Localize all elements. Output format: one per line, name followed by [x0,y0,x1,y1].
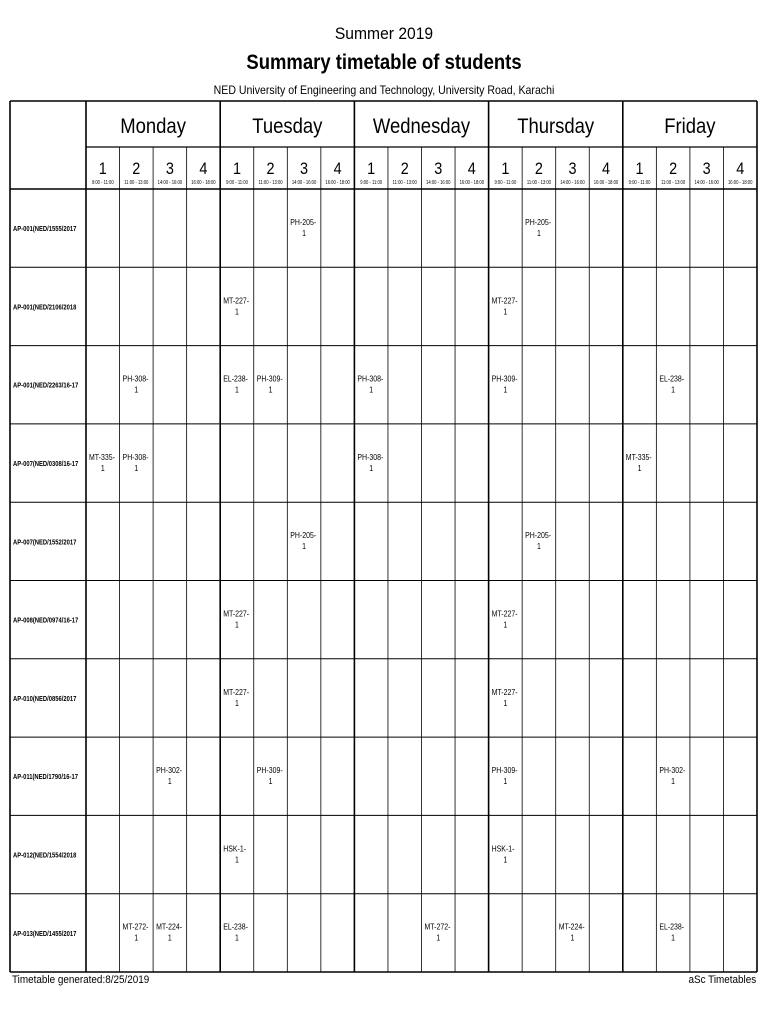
student-id: AP-010(NED/0856/2017 [12,695,77,704]
class-section: 1 [536,541,541,552]
class-code: PH-309- [491,765,518,776]
class-section: 1 [570,933,575,943]
student-id: AP-001(NED/2106/2018 [12,303,77,312]
class-code: MT-224- [156,922,183,932]
class-section: 1 [369,463,374,474]
period-time: 9:00 - 11:00 [494,179,517,186]
class-code: MT-224- [558,922,585,932]
period-number: 1 [367,159,376,179]
class-code: PH-309- [491,373,518,384]
class-section: 1 [637,463,642,474]
student-id: AP-007(NED/1552/2017 [12,538,77,547]
period-number: 3 [702,159,711,179]
class-code: MT-272- [122,922,149,932]
period-number: 2 [132,159,141,179]
class-section: 1 [235,933,239,943]
class-code: MT-227- [223,295,250,306]
class-code: PH-302- [156,765,183,776]
class-code: PH-308- [122,452,149,463]
period-number: 1 [98,159,107,179]
period-time: 11:00 - 13:00 [124,179,149,186]
period-time: 16:00 - 18:00 [191,179,216,186]
day-label: Wednesday [372,114,471,139]
class-section: 1 [235,619,239,630]
class-section: 1 [235,384,239,395]
class-section: 1 [436,933,441,943]
period-time: 14:00 - 16:00 [157,179,183,186]
period-number: 4 [736,159,745,179]
class-code: PH-308- [122,373,149,384]
class-section: 1 [302,541,307,552]
period-number: 1 [232,159,241,179]
class-section: 1 [235,306,239,317]
period-time: 14:00 - 16:00 [291,179,317,186]
student-id: AP-011(NED/1790/16-17 [12,773,78,782]
class-code: MT-227- [491,608,518,619]
period-number: 3 [434,159,443,179]
class-code: MT-227- [491,687,518,697]
class-code: EL-238- [659,373,685,384]
period-number: 2 [669,159,678,179]
class-code: MT-335- [625,452,652,463]
period-time: 9:00 - 11:00 [628,179,651,186]
period-time: 11:00 - 13:00 [526,179,551,186]
class-code: EL-238- [659,922,685,932]
class-code: HSK-1- [491,843,515,854]
class-section: 1 [268,776,273,787]
student-id: AP-001(NED/1555/2017 [12,225,77,234]
class-section: 1 [134,384,139,395]
period-time: 16:00 - 18:00 [593,179,619,186]
class-code: PH-308- [357,452,384,463]
period-number: 1 [635,159,644,179]
period-time: 16:00 - 18:00 [459,179,485,186]
period-number: 4 [199,159,208,179]
period-number: 2 [534,159,543,179]
class-code: EL-238- [223,922,248,932]
period-time: 14:00 - 16:00 [694,179,719,186]
class-section: 1 [536,228,541,239]
timetable-title: Summary timetable of students [246,51,522,74]
class-code: MT-272- [424,922,451,932]
period-number: 3 [300,159,309,179]
class-section: 1 [671,384,676,395]
class-code: HSK-1- [223,843,247,854]
timetable-season: Summer 2019 [334,24,434,43]
class-section: 1 [503,776,508,787]
class-section: 1 [100,463,105,474]
class-code: PH-309- [256,765,283,776]
period-number: 4 [467,159,476,179]
class-section: 1 [167,933,172,943]
period-time: 9:00 - 11:00 [226,179,248,186]
period-time: 14:00 - 16:00 [560,179,585,186]
class-code: PH-205- [525,217,552,228]
class-code: PH-205- [290,530,317,541]
period-time: 16:00 - 18:00 [325,179,350,186]
class-code: MT-227- [223,608,250,619]
class-section: 1 [302,228,307,239]
class-code: PH-205- [525,530,552,541]
student-id: AP-008(NED/0974/16-17 [12,617,79,625]
period-time: 11:00 - 13:00 [392,179,417,186]
class-section: 1 [268,384,273,395]
day-label: Tuesday [252,114,323,139]
class-code: MT-227- [491,295,518,306]
class-section: 1 [671,776,676,787]
period-time: 16:00 - 18:00 [728,179,753,186]
software-brand: aSc Timetables [688,974,756,986]
generated-date: Timetable generated:8/25/2019 [12,974,150,986]
student-id: AP-001(NED/2263/16-17 [12,382,79,390]
period-number: 4 [333,159,342,179]
class-code: PH-308- [357,373,384,384]
class-code: PH-302- [659,765,686,776]
class-section: 1 [134,933,139,943]
period-time: 11:00 - 13:00 [661,179,686,186]
day-label: Monday [120,114,186,139]
class-section: 1 [235,854,239,865]
class-code: PH-309- [256,373,283,384]
period-number: 3 [568,159,577,179]
period-time: 9:00 - 11:00 [91,179,114,186]
period-time: 11:00 - 13:00 [258,179,283,186]
class-code: MT-227- [223,687,250,697]
period-number: 2 [266,159,275,179]
student-id: AP-007(NED/0308/16-17 [12,460,79,469]
period-number: 4 [602,159,611,179]
day-label: Friday [664,114,716,139]
student-id: AP-013(NED/1455/2017 [12,930,77,939]
class-section: 1 [671,933,676,943]
class-section: 1 [503,306,508,317]
period-time: 9:00 - 11:00 [360,179,383,186]
class-section: 1 [167,776,172,787]
class-section: 1 [134,463,139,474]
period-time: 14:00 - 16:00 [426,179,451,186]
class-section: 1 [503,619,508,630]
class-section: 1 [369,384,374,395]
class-code: EL-238- [223,373,248,384]
period-number: 3 [165,159,174,179]
day-label: Thursday [517,114,595,139]
class-section: 1 [503,854,508,865]
class-section: 1 [235,698,239,708]
period-number: 1 [501,159,510,179]
class-code: PH-205- [290,217,317,228]
student-id: AP-012(NED/1554/2018 [12,851,77,860]
class-section: 1 [503,384,508,395]
institution-line: NED University of Engineering and Technology, University Road, Karachi [213,83,555,97]
period-number: 2 [400,159,409,179]
class-section: 1 [503,698,508,708]
class-code: MT-335- [89,452,115,463]
